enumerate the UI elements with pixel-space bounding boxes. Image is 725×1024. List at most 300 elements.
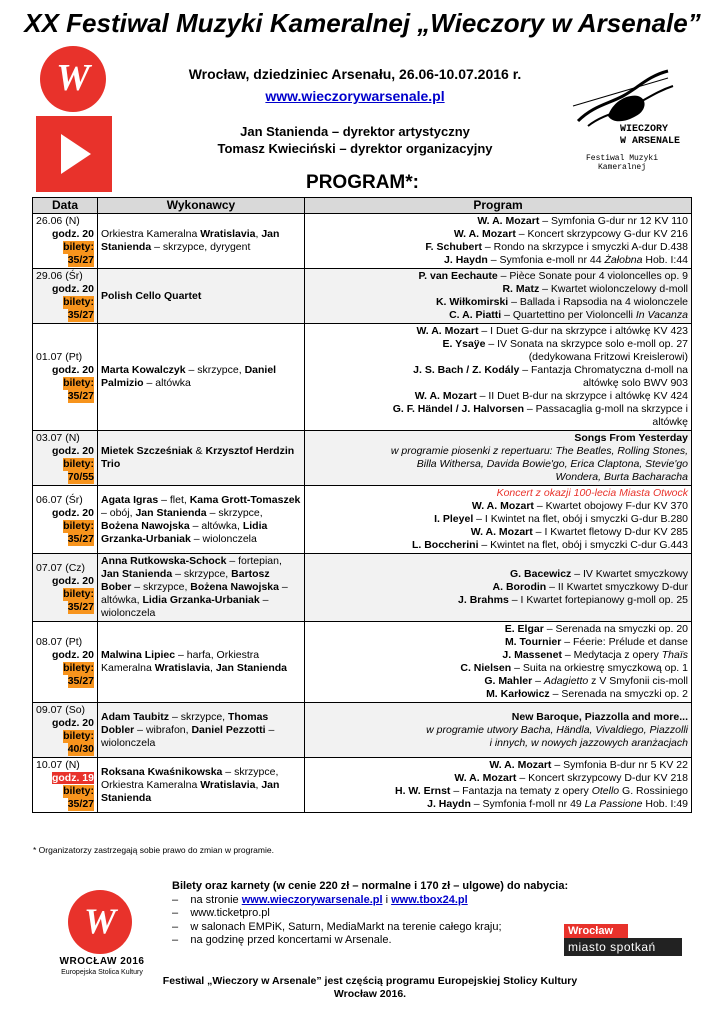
program-text: C. Nielsen [460, 662, 512, 674]
performers-cell [98, 324, 305, 431]
concert-date-cell [33, 758, 98, 813]
festival-logo-icon [40, 46, 106, 112]
performers-text: Bożena Nawojska [190, 581, 279, 593]
performers-cell [98, 431, 305, 486]
program-text: – II Kwartet smyczkowy D-dur [546, 581, 688, 593]
performers-text: Bożena Nawojska [101, 519, 190, 532]
program-text: Songs From Yesterday [574, 432, 688, 444]
table-row [33, 214, 692, 269]
concert-date-cell [33, 486, 98, 554]
performers-text: – wiolonczela [190, 532, 257, 545]
ticket-price-text: 35/27 [67, 390, 94, 402]
ticket-label-text: bilety: [63, 241, 94, 253]
performers-text: Daniel Pezzotti [191, 723, 266, 736]
ticket-price-text: 70/55 [67, 471, 94, 483]
concert-time [36, 772, 94, 785]
performers-text: Jan Stanienda [101, 228, 280, 253]
program-line [308, 759, 688, 772]
concert-time-text: godz. 20 [51, 445, 94, 457]
ticket-price [36, 533, 94, 546]
performers-text: – skrzypce, [172, 568, 232, 580]
program-text: (dedykowana Fritzowi Kreislerowi) [528, 351, 688, 363]
performers-text: , [209, 662, 216, 674]
performers-text: – wiolonczela [101, 594, 269, 619]
program-text: – Koncert skrzypcowy G-dur KV 216 [515, 228, 688, 240]
ticket-line-1-mid: i [382, 893, 392, 906]
ticket-heading: Bilety oraz karnety (w cenie 220 zł – normalne i 170 zł – ulgowe) do nabycia: [172, 880, 569, 892]
program-text: Hob. I:49 [642, 798, 688, 810]
ticket-line-1 [172, 894, 568, 908]
program-line [308, 724, 688, 737]
program-line [308, 351, 688, 364]
performers-text: – obój, [101, 506, 136, 519]
program-text: G. Mahler [484, 675, 533, 687]
program-table [32, 197, 692, 813]
program-text: J. Massenet [502, 649, 562, 661]
ticket-price [36, 254, 94, 267]
program-text: R. Matz [502, 283, 540, 295]
program-line [308, 296, 688, 309]
ticket-label-text: bilety: [63, 519, 94, 532]
performers-text: – wibrafon, [134, 723, 192, 736]
performers-text: Lidia Grzanka-Urbaniak [142, 594, 260, 606]
concert-time-text: godz. 20 [51, 649, 94, 661]
program-text: Wondera, Burta Bacharacha [555, 471, 688, 483]
program-line [308, 241, 688, 254]
program-text: W. A. Mozart [477, 215, 540, 227]
performers-cell [98, 214, 305, 269]
concert-time [36, 717, 94, 730]
program-text: E. Ysaÿe [442, 338, 486, 350]
program-line [308, 228, 688, 241]
ticket-price-text: 35/27 [67, 532, 94, 545]
program-text: Koncert z okazji 100-lecia Miasta Otwock [496, 487, 688, 499]
performers-text: – altówka [143, 377, 191, 389]
table-row [33, 324, 692, 431]
miasto-logo-top: Wrocław [564, 924, 628, 938]
program-text: – Féerie: Prélude et danse [561, 636, 688, 648]
col-header-program: Program [305, 198, 692, 214]
wieczorywarsenale-link[interactable]: www.wieczorywarsenale.pl [241, 893, 383, 906]
program-text: M. Karłowicz [486, 688, 550, 700]
ticket-price [36, 309, 94, 322]
ticket-price-text: 35/27 [67, 254, 94, 266]
ticket-label [36, 296, 94, 309]
program-line [308, 500, 688, 513]
concert-time-text: godz. 20 [51, 574, 94, 587]
ticket-line-1-prefix: – na stronie [172, 893, 242, 906]
performers-text: – skrzypce, [206, 506, 263, 519]
performers-text: Wratislavia [154, 662, 210, 674]
ticket-line-4: – na godzinę przed koncertami w Arsenale. [172, 934, 392, 946]
program-text: – Symfonia e-moll nr 44 [487, 254, 605, 266]
ticket-price [36, 743, 94, 756]
program-text: Adagietto [543, 675, 589, 687]
performers-text: Mietek Szcześniak [101, 445, 193, 457]
concert-time [36, 649, 94, 662]
performers-text: – altówka, [101, 581, 288, 606]
concert-date-cell [33, 324, 98, 431]
performers-text: Jan Stanienda [135, 506, 207, 519]
concert-date-cell [33, 214, 98, 269]
program-text: – Kwartet obojowy F-dur KV 370 [533, 500, 688, 512]
program-text: W. A. Mozart [414, 390, 477, 402]
program-text: P. van Eechaute [418, 270, 498, 282]
ticket-price-text: 40/30 [67, 743, 94, 755]
performers-line [101, 228, 301, 254]
program-line [308, 403, 688, 416]
performers-text: Kama Grott-Tomaszek [189, 493, 301, 506]
ticket-price-text: 35/27 [67, 600, 94, 613]
performers-line [101, 555, 301, 620]
concert-date: 29.06 (Śr) [36, 270, 83, 282]
performers-line [101, 766, 301, 805]
program-text: – I Duet G-dur na skrzypce i altówkę KV 423 [478, 325, 688, 337]
table-row [33, 486, 692, 554]
performers-line [101, 649, 301, 675]
program-text: – IV Kwartet smyczkowy [571, 568, 688, 580]
festival-website-link[interactable]: www.wieczorywarsenale.pl [265, 88, 445, 104]
performers-text: – skrzypce, [169, 710, 228, 723]
program-text: w programie piosenki z repertuaru: The Beatles, Rolling Stones, [390, 445, 688, 457]
program-text: – IV Sonata na skrzypce solo e-moll op. 27 [485, 338, 688, 350]
ticket-label [36, 785, 94, 798]
program-line [308, 772, 688, 785]
program-cell [305, 324, 692, 431]
table-row [33, 431, 692, 486]
ticket-label-text: bilety: [63, 296, 94, 308]
program-cell [305, 486, 692, 554]
performers-text: Krzysztof Herdzin Trio [101, 445, 295, 470]
program-line [308, 471, 688, 484]
program-line [308, 568, 688, 581]
program-text: J. Haydn [427, 798, 471, 810]
concert-time-text: godz. 20 [51, 283, 94, 295]
program-line [308, 594, 688, 607]
program-text: – Koncert skrzypcowy D-dur KV 218 [516, 772, 688, 784]
program-text: – Medytacja z opery [561, 649, 662, 661]
program-text: J. Brahms [458, 594, 509, 606]
ticket-label [36, 730, 94, 743]
tbox24-link[interactable]: www.tbox24.pl [391, 893, 468, 906]
program-cell [305, 214, 692, 269]
program-text: – Kwintet na flet, obój i smyczki C-dur G.443 [478, 539, 688, 551]
concert-time-text: godz. 20 [51, 364, 94, 376]
table-row [33, 622, 692, 703]
wroclaw-logo-line-1: WROCŁAW 2016 [59, 956, 145, 967]
program-line [308, 270, 688, 283]
program-line [308, 283, 688, 296]
table-row [33, 703, 692, 758]
performers-text: Orkiestra Kameralna [101, 228, 201, 240]
performers-line [101, 290, 301, 303]
program-line [308, 432, 688, 445]
program-line [308, 487, 688, 500]
ticket-label [36, 520, 94, 533]
program-line [308, 675, 688, 688]
performers-text: – altówka, [189, 519, 243, 532]
program-line [308, 636, 688, 649]
concert-time [36, 575, 94, 588]
program-line [308, 711, 688, 724]
performers-text: Roksana Kwaśnikowska [101, 765, 223, 778]
program-text: W. A. Mozart [470, 526, 533, 538]
program-text: New Baroque, Piazzolla and more... [511, 710, 688, 723]
program-line [308, 737, 688, 750]
concert-date: 03.07 (N) [36, 432, 80, 444]
program-text: F. Schubert [425, 241, 482, 253]
concert-date: 07.07 (Cz) [36, 561, 86, 574]
performers-text: Daniel Palmizio [101, 364, 277, 389]
program-line [308, 513, 688, 526]
concert-time [36, 364, 94, 377]
ticket-price [36, 390, 94, 403]
concert-time [36, 445, 94, 458]
program-text: – I Kwintet na flet, obój i smyczki G-dur B.280 [473, 513, 688, 525]
program-text: Thaïs [661, 649, 688, 661]
performers-text: Agata Igras [101, 493, 159, 506]
concert-date-cell [33, 703, 98, 758]
program-text: G. F. Händel / J. Halvorsen [392, 403, 524, 415]
program-text: – Symfonia G-dur nr 12 KV 110 [539, 215, 688, 227]
program-text: J. S. Bach / Z. Kodály [413, 364, 520, 376]
footnote: * Organizatorzy zastrzegają sobie prawo do zmian w programie. [33, 845, 274, 855]
wroclaw-logo-letter: W [83, 901, 116, 941]
logo-line-1: WIECZORY [620, 124, 669, 135]
program-line [308, 526, 688, 539]
program-text: G. Rossiniego [619, 785, 688, 797]
program-text: M. Tournier [504, 636, 562, 648]
col-header-date: Data [33, 198, 98, 214]
program-line [308, 309, 688, 322]
program-text: Żałobna [604, 254, 643, 266]
festival-title: XX Festiwal Muzyki Kameralnej „Wieczory w Arsenale” [24, 8, 701, 38]
performers-text: Jan Stanienda [215, 662, 288, 674]
ticket-price [36, 675, 94, 688]
concert-time-text: godz. 19 [51, 772, 94, 784]
program-line [308, 215, 688, 228]
program-line [308, 338, 688, 351]
performers-text: , [255, 778, 262, 791]
table-row [33, 554, 692, 622]
performers-text: – flet, [158, 493, 190, 506]
performers-text: Polish Cello Quartet [101, 289, 202, 302]
ticket-price-text: 35/27 [67, 675, 94, 687]
concert-date-cell [33, 622, 98, 703]
artistic-director: Jan Stanienda – dyrektor artystyczny [240, 124, 470, 139]
program-text: W. A. Mozart [454, 772, 517, 784]
ticket-label [36, 588, 94, 601]
ticket-label [36, 377, 94, 390]
program-line [308, 364, 688, 377]
ticket-price [36, 798, 94, 811]
concert-date: 06.07 (Śr) [36, 493, 83, 506]
program-cell [305, 758, 692, 813]
program-line [308, 581, 688, 594]
program-line [308, 445, 688, 458]
miasto-logo-bottom: miasto spotkań [564, 938, 682, 956]
program-text: – Pièce Sonate pour 4 violoncelles op. 9 [497, 270, 688, 282]
performers-line [101, 364, 301, 390]
program-text: – Symfonia f-moll nr 49 [470, 798, 585, 810]
ticket-price [36, 471, 94, 484]
performers-text: & [192, 445, 206, 457]
concert-time-text: godz. 20 [51, 717, 94, 729]
ticket-label-text: bilety: [63, 377, 94, 389]
program-heading: PROGRAM*: [306, 172, 419, 193]
performers-line [101, 711, 301, 750]
performers-cell [98, 703, 305, 758]
col-header-performers: Wykonawcy [98, 198, 305, 214]
program-text: – Quartettino per Violoncelli [501, 309, 636, 321]
ticket-price-text: 35/27 [67, 309, 94, 321]
ticket-label-text: bilety: [63, 662, 94, 674]
program-text: – Fantazja Chromatyczna d-moll na [519, 364, 688, 376]
wroclaw-logo-line-2: Europejska Stolica Kultury [61, 969, 143, 976]
ticket-label-text: bilety: [63, 785, 94, 797]
program-text: W. A. Mozart [416, 325, 479, 337]
program-line [308, 785, 688, 798]
concert-date-cell [33, 431, 98, 486]
program-line [308, 662, 688, 675]
program-text: – II Duet B-dur na skrzypce i altówkę KV 424 [476, 390, 688, 402]
program-cell [305, 269, 692, 324]
performers-line [101, 494, 301, 546]
program-text: A. Borodin [492, 581, 547, 593]
program-text: – Ballada i Rapsodia na 4 wiolonczele [508, 296, 688, 308]
performers-text: – skrzypce, Orkiestra Kameralna [101, 765, 279, 791]
festival-logo-letter: W [56, 57, 90, 99]
program-line [308, 649, 688, 662]
program-text: – Passacaglia g-moll na skrzypce i [524, 403, 688, 415]
program-text: W. A. Mozart [471, 500, 534, 512]
wroclaw-logo-icon [68, 890, 132, 954]
ecoc-statement: Festiwal „Wieczory w Arsenale” jest częścią programu Europejskiej Stolicy Kultury Wrocław 2016. [162, 975, 578, 1000]
performers-text: – skrzypce, [131, 581, 191, 593]
performers-text: – harfa, Orkiestra Kameralna [101, 649, 260, 674]
performers-text: Lidia Grzanka-Urbaniak [101, 519, 268, 545]
wroclaw-miasto-spotkan-logo [564, 924, 684, 962]
program-text: – Serenada na smyczki op. 20 [543, 623, 688, 635]
concert-time [36, 507, 94, 520]
program-cell [305, 703, 692, 758]
performers-text: – skrzypce, [185, 364, 245, 376]
performers-text: – fortepian, [226, 555, 282, 567]
program-text: I. Pleyel [434, 513, 474, 525]
ticket-line-2: – www.ticketpro.pl [172, 907, 270, 919]
performers-text: Marta Kowalczyk [101, 364, 186, 376]
performers-cell [98, 758, 305, 813]
concert-time-text: godz. 20 [51, 228, 94, 240]
program-text: – Fantazja na tematy z opery [450, 785, 592, 797]
ticket-label [36, 458, 94, 471]
program-cell [305, 431, 692, 486]
program-text: J. Haydn [444, 254, 488, 266]
ticket-line-3: – w salonach EMPiK, Saturn, MediaMarkt na terenie całego kraju; [172, 920, 502, 933]
performers-line [101, 445, 301, 471]
ticket-label [36, 241, 94, 254]
ticket-price-text: 35/27 [67, 798, 94, 810]
program-text: – Suita na orkiestrę smyczkową op. 1 [511, 662, 688, 674]
ticket-price [36, 601, 94, 614]
program-line [308, 416, 688, 429]
program-text: i innych, w nowych jazzowych aranżacjach [489, 736, 688, 749]
program-text: altówkę solo BWV 903 [582, 377, 688, 389]
performers-cell [98, 622, 305, 703]
program-cell [305, 554, 692, 622]
table-row [33, 269, 692, 324]
program-line [308, 377, 688, 390]
performers-text: – skrzypce, dyrygent [151, 241, 251, 253]
program-text: – [532, 675, 544, 687]
program-line [308, 458, 688, 471]
program-text: K. Wiłkomirski [435, 296, 509, 308]
program-text: Hob. I:44 [642, 254, 688, 266]
program-line [308, 798, 688, 811]
program-text: L. Boccherini [411, 539, 479, 551]
concert-time-text: godz. 20 [51, 506, 94, 519]
concert-time [36, 228, 94, 241]
performers-text: Jan Stanienda [101, 568, 173, 580]
concert-date: 01.07 (Pt) [36, 351, 83, 363]
ticket-label-text: bilety: [63, 730, 94, 742]
performers-text: Malwina Lipiec [101, 649, 176, 661]
concert-date: 08.07 (Pt) [36, 636, 83, 648]
performers-text: – wiolonczela [101, 723, 275, 749]
performers-text: Bartosz Bober [101, 568, 270, 593]
performers-text: Wratislavia [200, 778, 256, 791]
program-text: C. A. Piatti [449, 309, 502, 321]
concert-time [36, 283, 94, 296]
performers-cell [98, 554, 305, 622]
table-row [33, 758, 692, 813]
organizational-director: Tomasz Kwieciński – dyrektor organizacyjny [217, 141, 493, 156]
program-text: – Serenada na smyczki op. 2 [549, 688, 688, 700]
performers-text: Anna Rutkowska-Schock [101, 555, 227, 567]
program-text: – Rondo na skrzypce i smyczki A-dur D.438 [481, 241, 688, 253]
program-text: z V Smyfonii cis-moll [588, 675, 688, 687]
program-text: Otello [591, 785, 620, 797]
performers-cell [98, 486, 305, 554]
performers-text: Wratislavia [200, 228, 256, 240]
logo-line-3: Festiwal Muzyki Kameralnej [585, 154, 658, 172]
program-text: – I Kwartet fletowy D-dur KV 285 [532, 526, 688, 538]
program-text: E. Elgar [504, 623, 544, 635]
program-text: w programie utwory Bacha, Händla, Vivaldiego, Piazzolli [426, 723, 688, 736]
program-line [308, 688, 688, 701]
ticket-label-text: bilety: [63, 587, 94, 600]
program-text: H. W. Ernst [395, 785, 451, 797]
program-text: G. Bacewicz [510, 568, 572, 580]
concert-date-cell [33, 554, 98, 622]
program-line [308, 254, 688, 267]
program-line [308, 539, 688, 552]
program-text: – Symfonia B-dur nr 5 KV 22 [551, 759, 688, 771]
program-line [308, 325, 688, 338]
program-text: In Vacanza [635, 309, 688, 321]
performers-text: Adam Taubitz [101, 710, 170, 723]
ticket-info [172, 880, 568, 948]
performers-text: Jan Stanienda [101, 778, 280, 804]
performers-text: Thomas Dobler [101, 710, 269, 736]
performers-text: , [255, 228, 262, 240]
program-line [308, 623, 688, 636]
venue-dates: Wrocław, dziedziniec Arsenału, 26.06-10.07.2016 r. [188, 66, 522, 82]
program-text: Billa Withersa, Davida Bowie'go, Erica Claptona, Stevie'go [416, 458, 688, 470]
wroclaw-2016-logo [58, 890, 148, 985]
concert-date: 09.07 (So) [36, 704, 86, 716]
concert-date: 26.06 (N) [36, 215, 80, 227]
